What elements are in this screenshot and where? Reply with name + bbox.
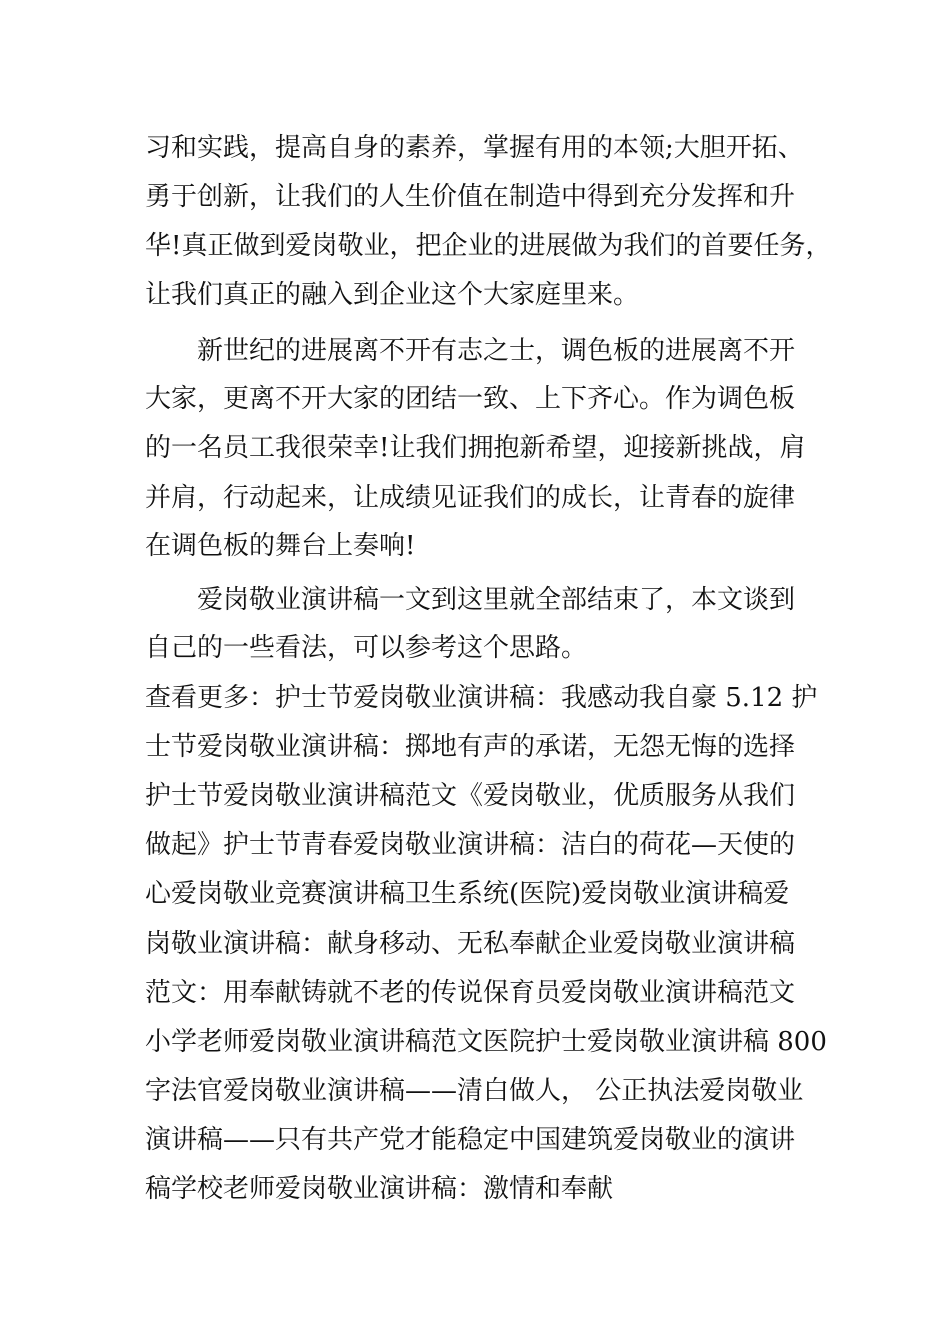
paragraph-2-line-4: 并肩，行动起来，让成绩见证我们的成长，让青春的旋律 (145, 483, 796, 513)
paragraph-2-line-5: 在调色板的舞台上奏响! (145, 531, 416, 561)
paragraph-3-line-1: 爱岗敬业演讲稿一文到这里就全部结束了，本文谈到 (197, 585, 796, 615)
paragraph-1-line-1: 习和实践，提高自身的素养，掌握有用的本领;大胆开拓、 (145, 133, 804, 163)
more-links-line-9: 字法官爱岗敬业演讲稿——清白做人， 公正执法爱岗敬业 (145, 1076, 804, 1106)
paragraph-2-line-2: 大家，更离不开大家的团结一致、上下齐心。作为调色板 (145, 384, 796, 414)
more-links-line-1: 查看更多：护士节爱岗敬业演讲稿：我感动我自豪 5.12 护 (145, 683, 818, 713)
paragraph-2-line-3: 的一名员工我很荣幸!让我们拥抱新希望，迎接新挑战，肩 (145, 433, 806, 463)
paragraph-1-line-2: 勇于创新，让我们的人生价值在制造中得到充分发挥和升 (145, 182, 796, 212)
paragraph-1-line-4: 让我们真正的融入到企业这个大家庭里来。 (145, 280, 640, 310)
more-links-line-8: 小学老师爱岗敬业演讲稿范文医院护士爱岗敬业演讲稿 800 (145, 1027, 827, 1057)
paragraph-2-line-1: 新世纪的进展离不开有志之士，调色板的进展离不开 (197, 336, 796, 366)
paragraph-1-line-3: 华!真正做到爱岗敬业，把企业的进展做为我们的首要任务， (145, 231, 832, 261)
more-links-line-4: 做起》护士节青春爱岗敬业演讲稿：洁白的荷花—天使的 (145, 830, 796, 860)
paragraph-3-line-2: 自己的一些看法，可以参考这个思路。 (145, 633, 588, 663)
more-links-line-2: 士节爱岗敬业演讲稿：掷地有声的承诺，无怨无悔的选择 (145, 732, 796, 762)
more-links-line-11: 稿学校老师爱岗敬业演讲稿：激情和奉献 (145, 1174, 614, 1204)
more-links-line-3: 护士节爱岗敬业演讲稿范文《爱岗敬业，优质服务从我们 (145, 781, 796, 811)
more-links-line-5: 心爱岗敬业竞赛演讲稿卫生系统(医院)爱岗敬业演讲稿爱 (145, 879, 790, 909)
more-links-line-7: 范文：用奉献铸就不老的传说保育员爱岗敬业演讲稿范文 (145, 978, 796, 1008)
more-links-line-10: 演讲稿——只有共产党才能稳定中国建筑爱岗敬业的演讲 (145, 1125, 796, 1155)
more-links-line-6: 岗敬业演讲稿：献身移动、无私奉献企业爱岗敬业演讲稿 (145, 929, 796, 959)
